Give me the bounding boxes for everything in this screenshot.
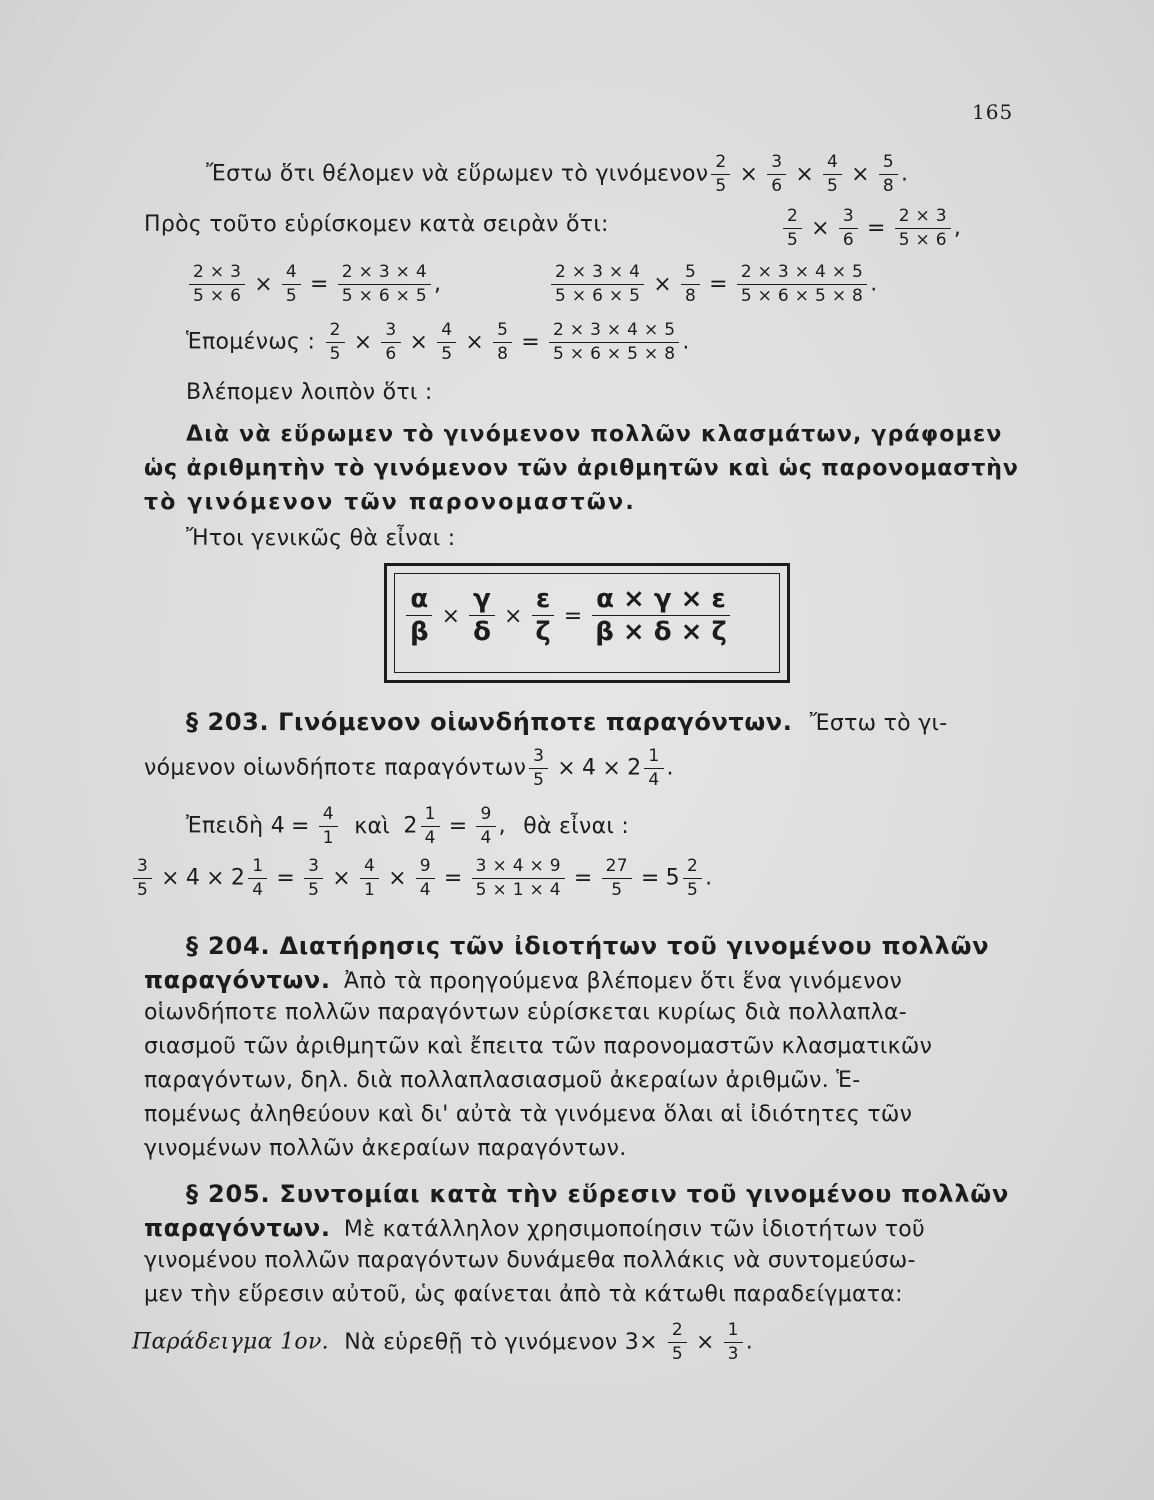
section-203-heading: § 203. Γινόμενον οἱωνδήποτε παραγόντων. xyxy=(186,708,793,736)
fraction: $\frac{3}{6}$ xyxy=(767,154,786,195)
section-204-line-1: παραγόντων. Ἀπὸ τὰ προηγούμενα βλέπομεν ὅτι ἕνα γινόμενον xyxy=(144,966,903,994)
general-text: Ἤτοι γενικῶς θὰ εἶναι : xyxy=(186,526,456,551)
section-204-line-6: γινομένων πολλῶν ἀκεραίων παραγόντων. xyxy=(144,1136,627,1161)
intro-line-2-math: $\frac{2}{5}$ × $\frac{3}{6}$ = $\frac{2 \times 3}{5 \times 6}$ , xyxy=(780,208,961,249)
rule-line-2: ὡς ἀριθμητὴν τὸ γινόμενον τῶν ἀριθμητῶν καὶ ὡς παρονομαστὴν xyxy=(144,456,1019,481)
example-label: Παράδειγμα 1ον. xyxy=(132,1329,329,1355)
section-203-line-1: § 203. Γινόμενον οἱωνδήποτε παραγόντων. Ἔστω τὸ γι- xyxy=(186,708,948,736)
fraction: $\frac{5}{8}$ xyxy=(879,154,898,195)
general-formula-box xyxy=(384,563,790,683)
section-204-heading: § 204. Διατήρησις τῶν ἰδιοτήτων τοῦ γινομένου πολλῶν xyxy=(186,932,990,960)
page-number: 165 xyxy=(972,100,1014,124)
intro-line-3: $\frac{2 \times 3}{5 \times 6}$ × $\frac{4}{5}$ = $\frac{2 \times 3 \times 4}{5 \times 6 \times 5}$ , xyxy=(186,264,441,305)
fraction: $\frac{2}{5}$ xyxy=(711,154,730,195)
intro-line-3b: $\frac{2 \times 3 \times 4}{5 \times 6 \times 5}$ × $\frac{5}{8}$ = $\frac{2 \times 3 \times 4 \times 5}{5 \times 6 \times 5 \times 8}$ . xyxy=(548,264,877,305)
section-205-heading: § 205. Συντομίαι κατὰ τὴν εὕρεσιν τοῦ γινομένου πολλῶν xyxy=(186,1180,1010,1208)
section-205-line-1: παραγόντων. Μὲ κατάλληλον χρησιμοποίησιν τῶν ἰδιοτήτων τοῦ xyxy=(144,1214,926,1242)
intro-line-4: Ἑπομένως : $\frac{2}{5}$ × $\frac{3}{6}$ × $\frac{4}{5}$ × $\frac{5}{8}$ = $\frac{2 \times 3 \times 4 \times 5}{5 \times 6 \times 5 \times 8}$ . xyxy=(186,320,690,364)
section-205-line-3: μεν τὴν εὕρεσιν αὐτοῦ, ὡς φαίνεται ἀπὸ τὰ κάτωθι παραδείγματα: xyxy=(144,1282,903,1307)
section-203-line-4: $\frac{3}{5}$ × 4 × 2 $\frac{1}{4}$ = $\frac{3}{5}$ × $\frac{4}{1}$ × $\frac{9}{4}$ = $\frac{3 \times 4 \times 9}{5 \times 1 \times 4}$ = $\frac{27}{5}$ = 5 $\frac{2}{5}$ . xyxy=(130,858,712,899)
section-204-line-5: πομένως ἀληθεύουν καὶ δι' αὐτὰ τὰ γινόμενα ὅλαι αἱ ἰδιότητες τῶν xyxy=(144,1102,913,1127)
fraction: $\frac{4}{5}$ xyxy=(823,154,842,195)
section-204-line-4: παραγόντων, δηλ. διὰ πολλαπλασιασμοῦ ἀκεραίων ἀριθμῶν. Ἑ- xyxy=(144,1068,861,1093)
section-203-line-3: Ἐπειδὴ 4 = $\frac{4}{1}$ καὶ 2 $\frac{1}{4}$ = $\frac{9}{4}$ , θὰ εἶναι : xyxy=(186,804,630,848)
section-205-example: Παράδειγμα 1ον. Νὰ εὑρεθῇ τὸ γινόμενον 3× $\frac{2}{5}$ × $\frac{1}{3}$ . xyxy=(132,1320,754,1364)
general-formula: $\frac{\alpha}{\beta}$ × $\frac{\gamma}{\delta}$ × $\frac{\varepsilon}{\zeta}$ = $\frac{\alpha \times \gamma \times \varepsilon}{\beta \times \delta \times \zeta}$ xyxy=(403,586,734,645)
section-204-line-3: σιασμοῦ τῶν ἀριθμητῶν καὶ ἔπειτα τῶν παρονομαστῶν κλασματικῶν xyxy=(144,1034,933,1059)
section-203-line-2: νόμενον οἱωνδήποτε παραγόντων $\frac{3}{5}$ × 4 × 2 $\frac{1}{4}$ . xyxy=(144,746,674,790)
rule-line-1: Διὰ νὰ εὕρωμεν τὸ γινόμενον πολλῶν κλασμάτων, γράφομεν xyxy=(186,422,1003,447)
section-205-line-2: γινομένου πολλῶν παραγόντων δυνάμεθα πολλάκις νὰ συντομεύσω- xyxy=(144,1248,916,1273)
rule-line-3: τὸ γινόμενον τῶν παρονομαστῶν. xyxy=(144,490,636,515)
intro-line-1: Ἔστω ὅτι θέλομεν νὰ εὕρωμεν τὸ γινόμενον $\frac{2}{5}$ × $\frac{3}{6}$ × $\frac{4}{5}$ × $\frac{5}{8}$ . xyxy=(206,152,909,196)
intro-line-2: Πρὸς τοῦτο εὑρίσκομεν κατὰ σειρὰν ὅτι: xyxy=(144,212,609,237)
section-204-line-2: οἱωνδήποτε πολλῶν παραγόντων εὑρίσκεται κυρίως διὰ πολλαπλα- xyxy=(144,1000,908,1025)
intro-line-5: Βλέπομεν λοιπὸν ὅτι : xyxy=(186,380,433,405)
